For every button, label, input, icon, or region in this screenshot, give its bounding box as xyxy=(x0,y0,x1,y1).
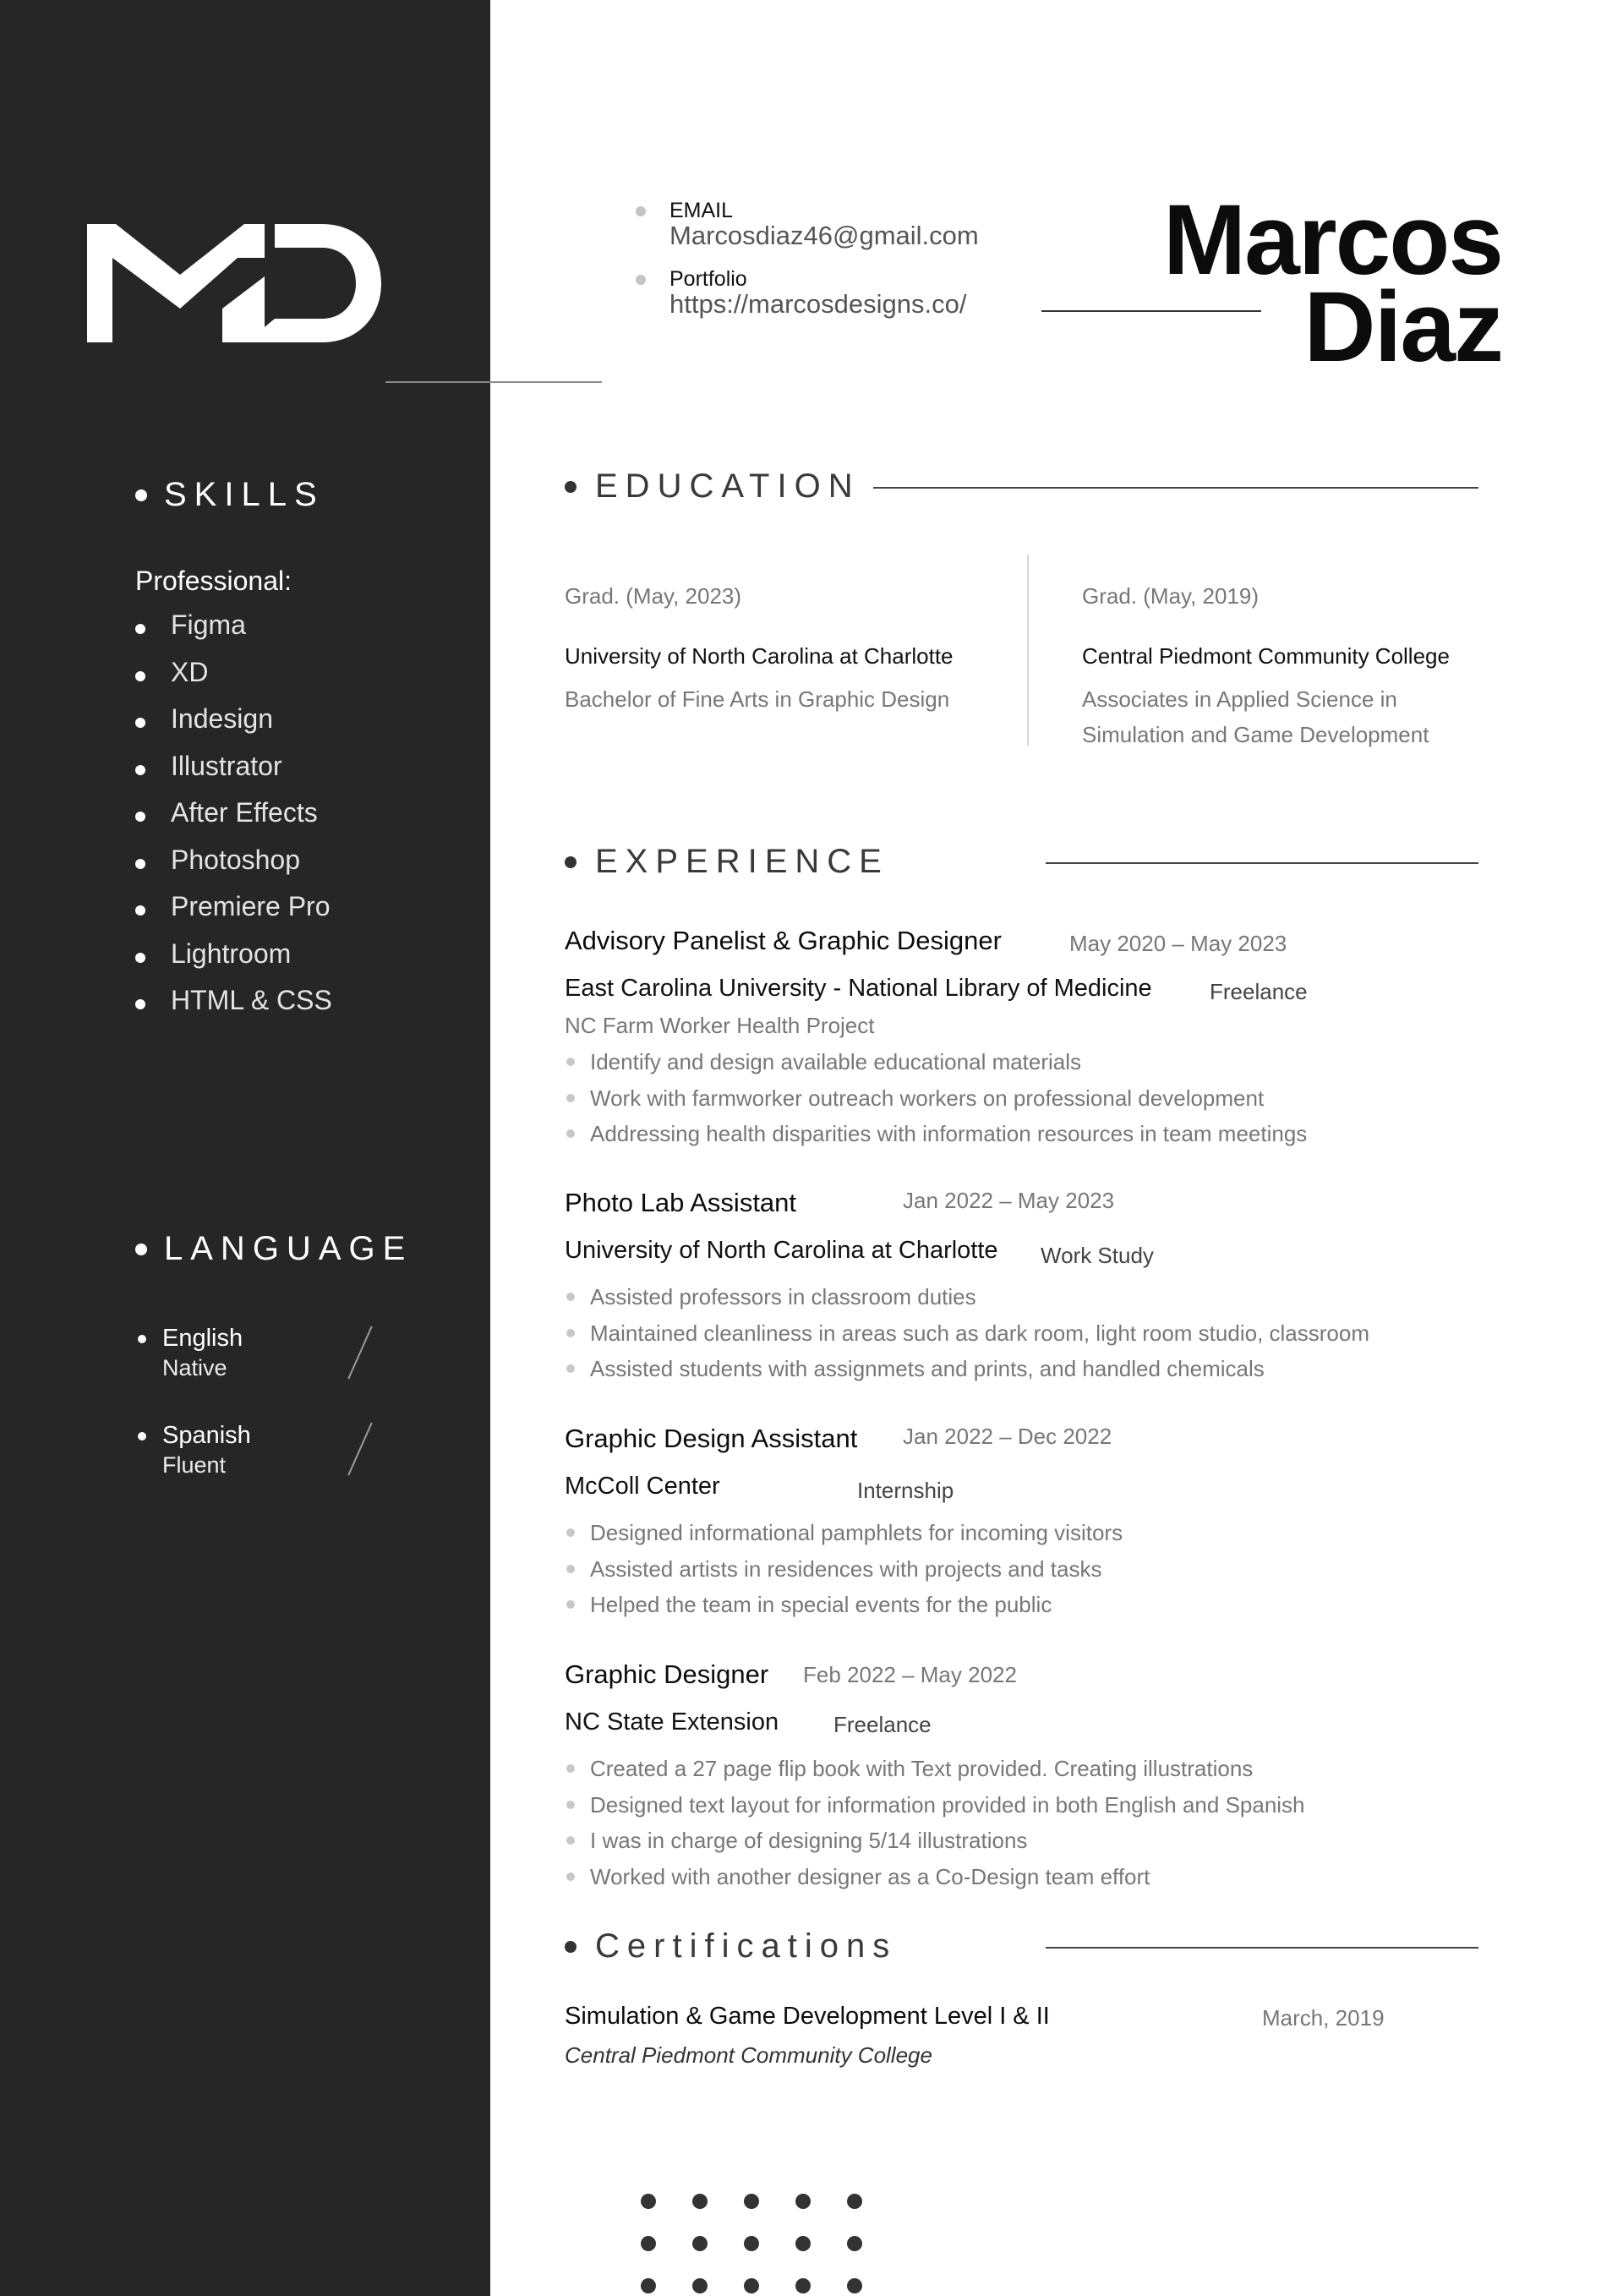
bullet-dot xyxy=(135,1244,147,1255)
skill-item: XD xyxy=(135,649,332,697)
job-dates: Jan 2022 – Dec 2022 xyxy=(903,1424,1112,1449)
skill-item: Illustrator xyxy=(135,743,332,790)
job-bullets xyxy=(565,1751,1305,1894)
school-name: Central Piedmont Community College xyxy=(1082,643,1450,669)
bullet-dot xyxy=(565,481,577,493)
education-heading xyxy=(565,467,861,506)
decorative-dot xyxy=(795,2194,811,2209)
sidebar xyxy=(0,0,490,2296)
job-bullets xyxy=(565,1044,1307,1152)
decorative-dot xyxy=(744,2194,759,2209)
job-title: Graphic Designer xyxy=(565,1659,769,1689)
job-dates: Jan 2022 – May 2023 xyxy=(903,1188,1115,1213)
certification-institution: Central Piedmont Community College xyxy=(565,2042,932,2068)
decorative-dot xyxy=(795,2278,811,2293)
decorative-dot xyxy=(692,2194,708,2209)
decorative-dot xyxy=(847,2236,862,2251)
decorative-dot xyxy=(641,2236,656,2251)
education-entry xyxy=(1082,583,1505,752)
portfolio-link[interactable]: https://marcosdesigns.co/ xyxy=(669,289,967,319)
certifications-heading-text: Certifications xyxy=(595,1927,898,1965)
bullet-dot xyxy=(565,856,577,868)
skills-heading xyxy=(135,476,325,514)
job-organization: McColl Center xyxy=(565,1473,720,1500)
md-logo xyxy=(87,224,381,342)
job-bullets xyxy=(565,1279,1369,1387)
job-dates: Feb 2022 – May 2022 xyxy=(803,1662,1017,1687)
decorative-dot xyxy=(847,2278,862,2293)
certification-date: March, 2019 xyxy=(1262,2005,1385,2031)
bullet-point: Work with farmworker outreach workers on professional development xyxy=(565,1080,1307,1117)
job-title: Advisory Panelist & Graphic Designer xyxy=(565,926,1002,955)
last-name: Diaz xyxy=(1303,271,1502,383)
education-column-divider xyxy=(1027,555,1029,746)
job-type: Internship xyxy=(857,1478,954,1503)
skill-item: HTML & CSS xyxy=(135,977,332,1025)
experience-rule xyxy=(1046,862,1478,864)
certifications-rule xyxy=(1046,1947,1478,1949)
language-level: Native xyxy=(162,1355,227,1380)
bullet-dot xyxy=(138,1335,146,1343)
certification-title: Simulation & Game Development Level I & II xyxy=(565,2003,1050,2030)
decorative-dot xyxy=(692,2278,708,2293)
job-type: Freelance xyxy=(1210,979,1308,1004)
skill-item: Photoshop xyxy=(135,837,332,884)
job-dates: May 2020 – May 2023 xyxy=(1069,931,1287,956)
bullet-dot xyxy=(636,275,646,285)
decorative-dot xyxy=(795,2236,811,2251)
degree: Associates in Applied Science in Simulation and Game Development xyxy=(1082,686,1429,747)
bullet-dot xyxy=(138,1432,146,1440)
bullet-point: Designed informational pamphlets for incoming visitors xyxy=(565,1515,1123,1551)
education-heading-text: EDUCATION xyxy=(595,467,861,505)
bullet-point: Helped the team in special events for the public xyxy=(565,1587,1123,1623)
experience-heading-text: EXPERIENCE xyxy=(595,843,889,880)
skill-item: Premiere Pro xyxy=(135,883,332,931)
language-heading xyxy=(135,1230,413,1268)
language-name: Spanish xyxy=(162,1422,251,1449)
job-title: Graphic Design Assistant xyxy=(565,1424,858,1453)
language-heading-text: LANGUAGE xyxy=(164,1230,413,1267)
skills-heading-text: SKILLS xyxy=(164,476,325,513)
language-slash-divider xyxy=(347,1326,372,1380)
bullet-point: Addressing health disparities with information resources in team meetings xyxy=(565,1116,1307,1152)
experience-heading xyxy=(565,843,889,881)
bullet-point: Assisted professors in classroom duties xyxy=(565,1279,1369,1315)
job-type: Work Study xyxy=(1041,1243,1154,1268)
bullet-point: I was in charge of designing 5/14 illustrations xyxy=(565,1823,1305,1859)
graduation-date: Grad. (May, 2023) xyxy=(565,583,742,609)
graduation-date: Grad. (May, 2019) xyxy=(1082,583,1260,609)
education-entry xyxy=(565,583,1004,717)
decorative-dot xyxy=(744,2278,759,2293)
language-item-spanish xyxy=(162,1420,251,1479)
portfolio-label: Portfolio xyxy=(669,267,747,291)
bullet-dot xyxy=(636,206,646,216)
language-slash-divider xyxy=(347,1423,372,1476)
school-name: University of North Carolina at Charlotte xyxy=(565,643,954,669)
skills-list xyxy=(135,602,332,1025)
job-organization: East Carolina University - National Library of Medicine xyxy=(565,975,1152,1002)
skill-item: Indesign xyxy=(135,696,332,743)
job-project: NC Farm Worker Health Project xyxy=(565,1013,875,1038)
first-name: Marcos xyxy=(1162,184,1502,296)
decorative-dot xyxy=(847,2194,862,2209)
decorative-dot xyxy=(692,2236,708,2251)
certifications-heading xyxy=(565,1927,897,1965)
bullet-point: Created a 27 page flip book with Text provided. Creating illustrations xyxy=(565,1751,1305,1787)
email-label: EMAIL xyxy=(669,199,734,222)
bullet-point: Designed text layout for information provided in both English and Spanish xyxy=(565,1787,1305,1823)
language-item-english xyxy=(162,1323,243,1382)
job-title: Photo Lab Assistant xyxy=(565,1188,797,1217)
bullet-point: Assisted artists in residences with projects and tasks xyxy=(565,1551,1123,1588)
logo-divider xyxy=(385,381,602,383)
bullet-dot xyxy=(135,489,147,501)
bullet-dot xyxy=(565,1941,577,1953)
skill-item: Lightroom xyxy=(135,931,332,978)
candidate-name xyxy=(1162,184,1502,383)
decorative-dot-grid xyxy=(641,2194,862,2293)
education-rule xyxy=(873,487,1478,489)
job-bullets xyxy=(565,1515,1123,1623)
decorative-dot xyxy=(744,2236,759,2251)
skills-subheading: Professional: xyxy=(135,566,292,596)
degree: Bachelor of Fine Arts in Graphic Design xyxy=(565,686,950,712)
decorative-dot xyxy=(641,2194,656,2209)
bullet-point: Worked with another designer as a Co-Design team effort xyxy=(565,1859,1305,1895)
job-organization: NC State Extension xyxy=(565,1708,779,1736)
email-value[interactable]: Marcosdiaz46@gmail.com xyxy=(669,221,979,250)
language-level: Fluent xyxy=(162,1452,227,1478)
decorative-dot xyxy=(641,2278,656,2293)
skill-item: Figma xyxy=(135,602,332,649)
bullet-point: Assisted students with assignmets and prints, and handled chemicals xyxy=(565,1351,1369,1387)
bullet-point: Identify and design available educational materials xyxy=(565,1044,1307,1080)
job-organization: University of North Carolina at Charlotte xyxy=(565,1237,998,1264)
skill-item: After Effects xyxy=(135,790,332,837)
bullet-point: Maintained cleanliness in areas such as dark room, light room studio, classroom xyxy=(565,1315,1369,1352)
language-name: English xyxy=(162,1325,243,1352)
job-type: Freelance xyxy=(833,1712,932,1737)
